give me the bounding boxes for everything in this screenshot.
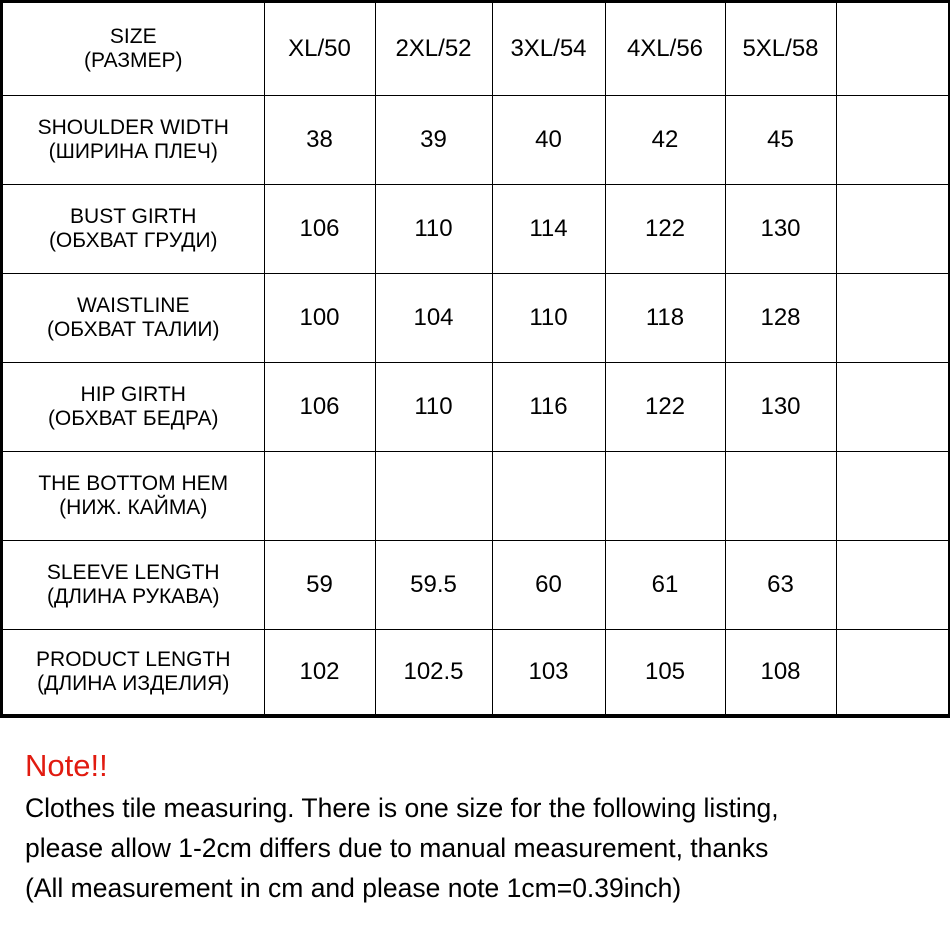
measurement-value-cell xyxy=(725,451,836,540)
measurement-value-cell: 108 xyxy=(725,629,836,714)
measurement-value-cell xyxy=(836,540,948,629)
measurement-label-ru: (ОБХВАТ ГРУДИ) xyxy=(48,228,218,252)
measurement-label-ru: (ДЛИНА РУКАВА) xyxy=(46,584,220,608)
measurement-label-cell xyxy=(3,95,264,184)
table-row xyxy=(3,451,948,540)
measurement-value-cell: 45 xyxy=(725,95,836,184)
measurement-label-en: THE BOTTOM HEM xyxy=(38,471,229,495)
measurement-label-ru: (НИЖ. КАЙМА) xyxy=(59,495,208,519)
measurement-value-cell: 110 xyxy=(492,273,605,362)
measurement-value-cell: 59.5 xyxy=(375,540,492,629)
measurement-value-cell: 128 xyxy=(725,273,836,362)
measurement-value-cell: 114 xyxy=(492,184,605,273)
measurement-label-ru: (ДЛИНА ИЗДЕЛИЯ) xyxy=(37,671,230,695)
measurement-label-cell xyxy=(3,629,264,714)
measurement-label-cell xyxy=(3,273,264,362)
measurement-value-cell: 110 xyxy=(375,184,492,273)
size-header-cell: 5XL/58 xyxy=(725,3,836,95)
size-header-cell xyxy=(836,3,948,95)
measurement-value-cell: 63 xyxy=(725,540,836,629)
measurement-value-cell xyxy=(264,451,375,540)
measurement-value-cell: 106 xyxy=(264,362,375,451)
header-label-ru: (РАЗМЕР) xyxy=(83,48,183,72)
size-header-cell: XL/50 xyxy=(264,3,375,95)
measurement-value-cell xyxy=(836,273,948,362)
note-line: please allow 1-2cm differs due to manual measurement, thanks xyxy=(25,833,769,863)
measurement-label-cell xyxy=(3,451,264,540)
measurement-value-cell: 61 xyxy=(605,540,725,629)
measurement-label-en: HIP GIRTH xyxy=(80,382,186,406)
table-row xyxy=(3,540,948,629)
measurement-value-cell: 106 xyxy=(264,184,375,273)
measurement-value-cell: 122 xyxy=(605,362,725,451)
measurement-value-cell xyxy=(605,451,725,540)
measurement-value-cell xyxy=(375,451,492,540)
measurement-value-cell: 103 xyxy=(492,629,605,714)
note-section xyxy=(25,748,945,908)
measurement-value-cell: 102 xyxy=(264,629,375,714)
measurement-value-cell xyxy=(836,362,948,451)
measurement-value-cell xyxy=(836,451,948,540)
measurement-value-cell: 118 xyxy=(605,273,725,362)
measurement-value-cell: 38 xyxy=(264,95,375,184)
measurement-label-ru: (ШИРИНА ПЛЕЧ) xyxy=(48,139,218,163)
measurement-label-ru: (ОБХВАТ ТАЛИИ) xyxy=(46,317,220,341)
measurement-value-cell: 100 xyxy=(264,273,375,362)
measurement-label-cell xyxy=(3,184,264,273)
measurement-label-cell xyxy=(3,362,264,451)
measurement-value-cell: 105 xyxy=(605,629,725,714)
measurement-value-cell: 116 xyxy=(492,362,605,451)
measurement-value-cell: 110 xyxy=(375,362,492,451)
measurement-value-cell xyxy=(492,451,605,540)
table-row xyxy=(3,362,948,451)
measurement-value-cell xyxy=(836,184,948,273)
header-label-cell xyxy=(3,3,264,95)
measurement-label-en: BUST GIRTH xyxy=(70,204,197,228)
measurement-value-cell: 40 xyxy=(492,95,605,184)
table-row xyxy=(3,95,948,184)
table-row xyxy=(3,184,948,273)
measurement-value-cell: 130 xyxy=(725,184,836,273)
measurement-label-en: WAISTLINE xyxy=(77,293,190,317)
table-row xyxy=(3,629,948,714)
measurement-label-cell xyxy=(3,540,264,629)
measurement-value-cell: 122 xyxy=(605,184,725,273)
measurement-label-ru: (ОБХВАТ БЕДРА) xyxy=(47,406,219,430)
measurement-label-en: SLEEVE LENGTH xyxy=(46,560,220,584)
measurement-value-cell: 130 xyxy=(725,362,836,451)
measurement-label-en: PRODUCT LENGTH xyxy=(36,647,231,671)
measurement-value-cell: 59 xyxy=(264,540,375,629)
table-row xyxy=(3,273,948,362)
note-line: Clothes tile measuring. There is one size for the following listing, xyxy=(25,793,779,823)
size-header-cell: 4XL/56 xyxy=(605,3,725,95)
size-header-cell: 3XL/54 xyxy=(492,3,605,95)
measurement-value-cell xyxy=(836,629,948,714)
measurement-value-cell: 39 xyxy=(375,95,492,184)
measurement-value-cell: 104 xyxy=(375,273,492,362)
note-line: (All measurement in cm and please note 1cm=0.39inch) xyxy=(25,873,682,903)
size-header-cell: 2XL/52 xyxy=(375,3,492,95)
measurement-value-cell: 102.5 xyxy=(375,629,492,714)
measurement-label-en: SHOULDER WIDTH xyxy=(37,115,229,139)
measurement-value-cell: 42 xyxy=(605,95,725,184)
header-row xyxy=(3,3,948,95)
measurement-value-cell: 60 xyxy=(492,540,605,629)
header-label-en: SIZE xyxy=(109,24,157,48)
note-title: Note!! xyxy=(25,748,108,783)
measurement-value-cell xyxy=(836,95,948,184)
